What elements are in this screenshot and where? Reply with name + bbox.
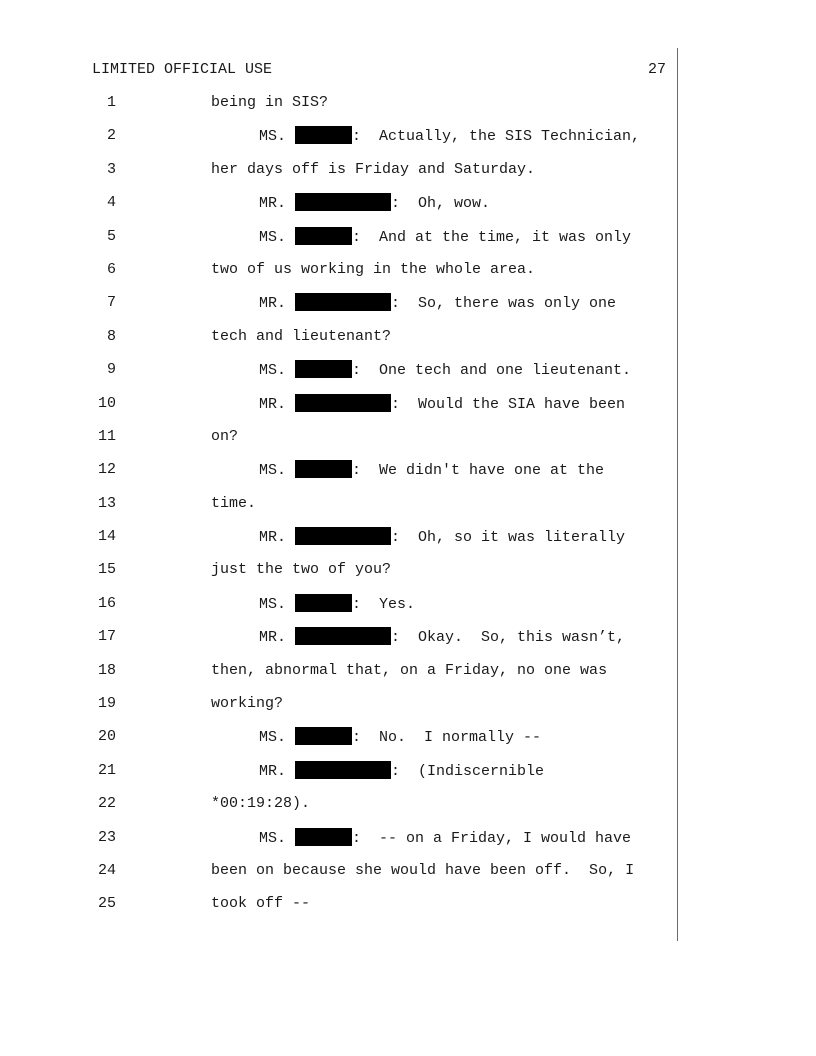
line-number: 22 [97, 795, 116, 813]
line-text: : Oh, wow. [391, 195, 491, 213]
continuation-text [211, 661, 607, 681]
line-text: time. [211, 494, 257, 512]
line-text: tech and lieutenant? [211, 327, 392, 345]
transcript-line [0, 260, 676, 293]
line-number: 7 [106, 294, 116, 312]
line-number: 10 [97, 394, 116, 412]
line-text: *00:19:28). [211, 795, 311, 813]
transcript-line [0, 193, 676, 226]
line-text: : Yes. [352, 595, 416, 613]
redaction-block [295, 293, 391, 311]
speaker-turn [259, 594, 415, 615]
speaker-label: MR. [259, 295, 287, 313]
continuation-text [211, 494, 256, 514]
speaker-label: MR. [259, 195, 287, 213]
speaker-turn [259, 828, 631, 849]
line-number: 14 [97, 528, 116, 546]
speaker-turn [259, 727, 541, 748]
line-text: : So, there was only one [391, 295, 617, 313]
line-number: 4 [106, 194, 116, 212]
line-number: 5 [106, 227, 116, 245]
transcript-line [0, 727, 676, 760]
continuation-text [211, 327, 391, 347]
line-number: 8 [106, 327, 116, 345]
speaker-label: MS. [259, 462, 287, 480]
classification-header: LIMITED OFFICIAL USE [92, 61, 273, 78]
redaction-block [295, 627, 391, 645]
redaction-block [295, 727, 352, 745]
speaker-label: MR. [259, 629, 287, 647]
line-number: 9 [106, 361, 116, 379]
transcript-line [0, 594, 676, 627]
redaction-block [295, 394, 391, 412]
transcript-line [0, 394, 676, 427]
line-text: : Actually, the SIS Technician, [352, 128, 641, 146]
line-text: : -- on a Friday, I would have [352, 829, 632, 847]
transcript-line [0, 427, 676, 460]
speaker-turn [259, 761, 544, 782]
transcript-line [0, 560, 676, 593]
continuation-text [211, 694, 283, 714]
speaker-label: MS. [259, 729, 287, 747]
line-text: : Oh, so it was literally [391, 529, 626, 547]
speaker-turn [259, 360, 631, 381]
redaction-block [295, 594, 352, 612]
line-text: just the two of you? [211, 561, 392, 579]
redaction-block [295, 193, 391, 211]
speaker-turn [259, 460, 604, 481]
transcript-line [0, 460, 676, 493]
continuation-text [211, 93, 328, 113]
transcript-line [0, 494, 676, 527]
line-text: : One tech and one lieutenant. [352, 362, 632, 380]
redaction-block [295, 828, 352, 846]
redaction-block [295, 527, 391, 545]
transcript-line [0, 93, 676, 126]
redaction-block [295, 761, 391, 779]
redaction-block [295, 227, 352, 245]
transcript-line [0, 661, 676, 694]
transcript-line [0, 293, 676, 326]
line-text: working? [211, 695, 284, 713]
transcript-line [0, 327, 676, 360]
line-number: 18 [97, 661, 116, 679]
continuation-text [211, 560, 391, 580]
line-number: 21 [97, 761, 116, 779]
transcript-line [0, 126, 676, 159]
speaker-label: MS. [259, 829, 287, 847]
transcript-line [0, 794, 676, 827]
line-number: 1 [106, 94, 116, 111]
line-number: 16 [97, 594, 116, 612]
line-text: two of us working in the whole area. [211, 260, 536, 278]
speaker-label: MS. [259, 128, 287, 146]
transcript-line [0, 694, 676, 727]
line-number: 19 [97, 695, 116, 713]
speaker-turn [259, 227, 631, 248]
transcript-line [0, 761, 676, 794]
line-number: 6 [106, 260, 116, 278]
redaction-block [295, 360, 352, 378]
transcript-line [0, 828, 676, 861]
line-text: her days off is Friday and Saturday. [211, 160, 536, 178]
line-text: : And at the time, it was only [352, 228, 632, 246]
continuation-text [211, 794, 310, 814]
speaker-label: MS. [259, 362, 287, 380]
continuation-text [211, 894, 310, 914]
line-text: being in SIS? [211, 94, 329, 111]
redaction-block [295, 460, 352, 478]
line-text: : We didn't have one at the [352, 462, 605, 480]
line-text: : (Indiscernible [391, 762, 545, 780]
line-number: 25 [97, 895, 116, 913]
speaker-label: MR. [259, 529, 287, 547]
speaker-label: MR. [259, 762, 287, 780]
line-number: 2 [106, 127, 116, 145]
speaker-turn [259, 293, 616, 314]
transcript-line [0, 160, 676, 193]
transcript-line [0, 360, 676, 393]
transcript-line [0, 227, 676, 260]
line-number: 12 [97, 461, 116, 479]
continuation-text [211, 861, 634, 881]
line-text: : Okay. So, this wasn’t, [391, 629, 626, 647]
line-number: 11 [97, 427, 116, 445]
speaker-turn [259, 394, 625, 415]
line-text: : No. I normally -- [352, 729, 542, 747]
line-text: took off -- [211, 895, 311, 913]
line-text: been on because she would have been off. So, I [211, 861, 635, 879]
line-number: 23 [97, 828, 116, 846]
line-number: 20 [97, 728, 116, 746]
line-text: on? [211, 427, 239, 445]
speaker-label: MS. [259, 595, 287, 613]
speaker-label: MR. [259, 395, 287, 413]
transcript-line [0, 527, 676, 560]
line-number: 13 [97, 494, 116, 512]
line-number: 3 [106, 160, 116, 178]
line-text: : Would the SIA have been [391, 395, 626, 413]
transcript-body [0, 93, 676, 928]
transcript-line [0, 894, 676, 927]
line-number: 24 [97, 861, 116, 879]
continuation-text [211, 160, 535, 180]
transcript-line [0, 861, 676, 894]
continuation-text [211, 427, 238, 447]
speaker-turn [259, 627, 625, 648]
speaker-turn [259, 126, 640, 147]
speaker-turn [259, 527, 625, 548]
page-number: 27 [647, 61, 666, 78]
line-text: then, abnormal that, on a Friday, no one was [211, 661, 608, 679]
speaker-label: MS. [259, 228, 287, 246]
speaker-turn [259, 193, 490, 214]
redaction-block [295, 126, 352, 144]
continuation-text [211, 260, 535, 280]
right-margin-rule [677, 48, 678, 941]
transcript-line [0, 627, 676, 660]
line-number: 17 [97, 628, 116, 646]
line-number: 15 [97, 561, 116, 579]
